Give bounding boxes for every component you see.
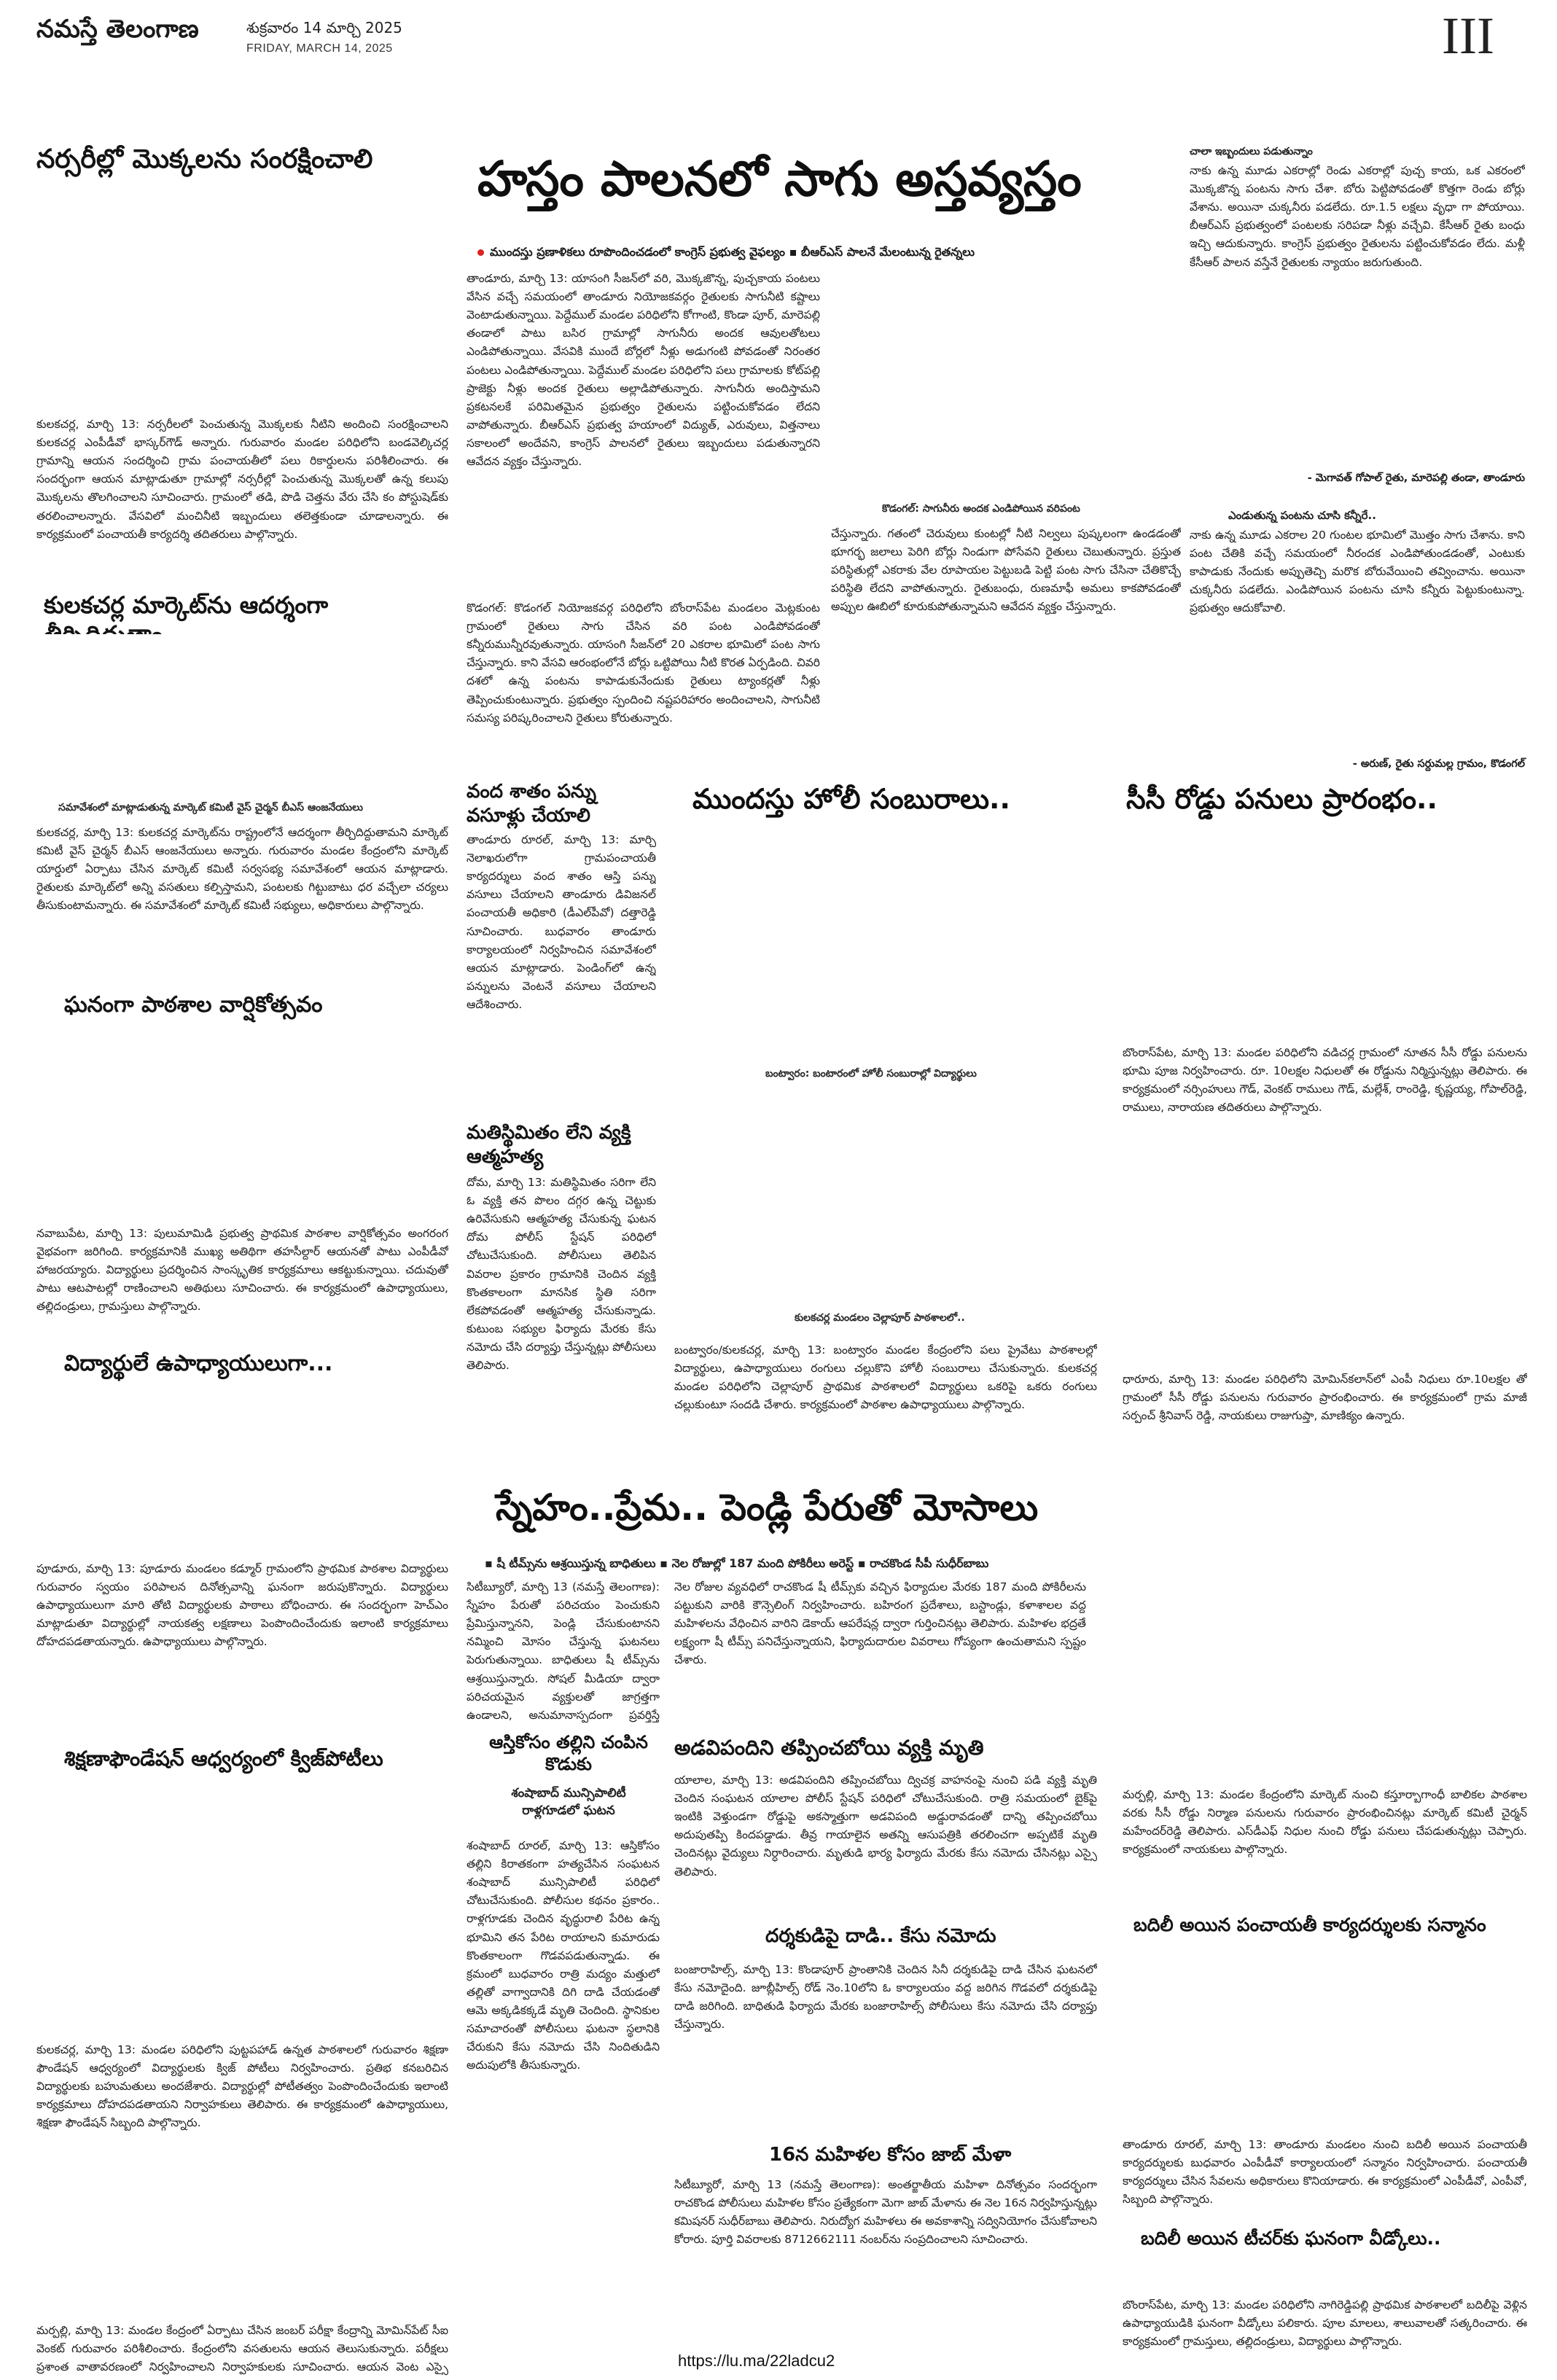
exam-centre-photo bbox=[36, 2198, 448, 2322]
lead-col1: తాండూరు, మార్చి 13: యాసంగి సీజన్‌లో వరి, మొక్కజొన్న, పుచ్చకాయ పంటలు వేసిన వచ్చే సమయంలో తాండూరు నియోజకవర్గం రైతులకు సాగునీటి కష్టాలు వెంటాడుతున్నాయి. పెద్దేముల్ మండల పరిధిలోని కోగాంటి, కొండా పూర్, మారెపల్లి తండాలో పాటు బసిర గ్రామాల్లో సాగునీరు అందక ఆవులతోటలు ఎండిపోతున్నాయి. వేసవికి ముందే బోర్లలో నీళ్లు అడుగంటి పోవడంతో నిరంతర పంటలు ఎండిపోతున్నాయి. పెద్దేముల్ మండల పరిధిలోని పలు గ్రామాలకు కోట్‌పల్లి ప్రాజెక్టు నీళ్లు అందక రైతులు అల్లాడిపోతున్నారు. సాగునీరు అందిస్తామని ప్రకటనలకే పరిమితమైన ప్రభుత్వం రైతులను పట్టించుకోవడం లేదని వాపోతున్నారు. బీఆర్ఎస్ ప్రభుత్వ హయాంలో విద్యుత్, ఎరువులు, విత్తనాలు సకాలంలో అందేవని, కాంగ్రెస్ పాలనలో రైతులు ఇబ్బందులు పడుతున్నారని ఆవేదన వ్యక్తం చేస్తున్నారు. bbox=[467, 272, 820, 469]
lead-photo-caption: కొడంగల్: సాగునీరు అందక ఎండిపోయిన వరిపంట bbox=[882, 503, 1080, 515]
farmer-quote2-byline: - అరుణ్, రైతు సర్దుమల్ల గ్రామం, కొడంగల్ bbox=[1352, 758, 1525, 770]
director-attack-body: బంజారాహిల్స్, మార్చి 13: కొండాపూర్ ప్రాంతానికి చెందిన సినీ దర్శకుడిపై దాడి చేసిన ఘటనలో కేసు నమోదైంది. జూబ్లీహిల్స్ రోడ్ నెం.10లోని ఓ కార్యాలయం వద్ద జరిగిన గొడవలో దర్శకుడిపై దాడి జరిగింది. బాధితుడి ఫిర్యాదు మేరకు బంజారాహిల్స్ పోలీసులు కేసు నమోదు చేసి దర్యాప్తు చేస్తున్నారు. bbox=[674, 1963, 1097, 2032]
wildboar-body: యాలాల, మార్చి 13: అడవిపందిని తప్పించబోయి ద్విచక్ర వాహనంపై నుంచి పడి వ్యక్తి మృతి చెందిన సంఘటన యాలాల పోలీస్ స్టేషన్ పరిధిలో చోటుచేసుకుంది. రాత్రి సమయంలో బైక్‌పై ఇంటికి వెళ్తుండగా రోడ్డుపై అకస్మాత్తుగా అడవిపంది అడ్డురావడంతో దాన్ని తప్పించబోయి అదుపుతప్పి కిందపడ్డాడు. తీవ్ర గాయాలైన అతన్ని ఆసుపత్రికి తరలించగా అప్పటికే మృతి చెందినట్లు వైద్యులు నిర్ధారించారు. మృతుడి భార్య ఫిర్యాదు మేరకు కేసు నమోదు చేసినట్లు ఎస్సై తెలిపారు. bbox=[674, 1774, 1097, 1878]
secretaries-body: తాండూరు రూరల్, మార్చి 13: తాండూరు మండలం నుంచి బదిలీ అయిన పంచాయతీ కార్యదర్శులకు బుధవారం ఎంపీడీవో కార్యాలయంలో సన్మానం నిర్వహించారు. పంచాయతీ కార్యదర్శులు చేసిన సేవలను అధికారులు కొనియాడారు. ఈ కార్యక్రమంలో ఎంపీడీవో, ఎంపీవో, సిబ్బంది పాల్గొన్నారు. bbox=[1123, 2138, 1527, 2207]
quiz-body: కులకచర్ల, మార్చి 13: మండల పరిధిలోని పుట్టపహాడ్ ఉన్నత పాఠశాలలో గురువారం శిక్షణా ఫౌండేషన్ ఆధ్వర్యంలో విద్యార్థులకు క్విజ్ పోటీలు నిర్వహించారు. ప్రతిభ కనబరిచిన విద్యార్థులకు బహుమతులు అందజేశారు. విద్యార్థుల్లో పోటీతత్వం పెంపొందించేందుకు ఇలాంటి కార్యక్రమాలు దోహదపడతాయని నిర్వాహకులు తెలిపారు. ఈ కార్యక్రమంలో ఉపాధ్యాయులు, శిక్షణా ఫౌండేషన్ సిబ్బంది పాల్గొన్నారు. bbox=[36, 2043, 448, 2130]
lead-headline: హస్తం పాలనలో సాగు అస్తవ్యస్తం bbox=[477, 151, 1082, 207]
tax-body: తాండూరు రూరల్, మార్చి 13: మార్చి నెలాఖరులోగా గ్రామపంచాయతీ కార్యదర్శులు వంద శాతం ఆస్తి పన్ను వసూలు చేయాలని తాండూరు డివిజనల్ పంచాయతీ అధికారి (డీఎల్‌పీవో) దత్తారెడ్డి సూచించారు. బుధవారం తాండూరు కార్యాలయంలో నిర్వహించిన సమావేశంలో ఆయన మాట్లాడారు. పెండింగ్‌లో ఉన్న పన్నులను వెంటనే వసూలు చేయాలని ఆదేశించారు. bbox=[467, 833, 656, 1011]
masthead-name: నమస్తే తెలంగాణ bbox=[36, 15, 199, 44]
page-number: III bbox=[1442, 7, 1494, 65]
matricide-headline: ఆస్తికోసం తల్లిని చంపిన కొడుకు bbox=[489, 1732, 648, 1774]
holi-photo-2 bbox=[674, 1086, 1097, 1305]
school-anniversary-body: నవాబుపేట, మార్చి 13: పులుమామిడి ప్రభుత్వ ప్రాథమిక పాఠశాల వార్షికోత్సవం అంగరంగ వైభవంగా జరిగింది. కార్యక్రమానికి ముఖ్య అతిథిగా తహసీల్దార్ ఆయనతో పాటు ఎంపీడీవో హాజరయ్యారు. విద్యార్థులు ప్రదర్శించిన సాంస్కృతిక కార్యక్రమాలు ఆకట్టుకున్నాయి. చదువుతో పాటు ఆటపాటల్లో రాణించాలని అతిథులు సూచించారు. ఈ కార్యక్రమంలో ఉపాధ్యాయులు, తల్లిదండ్రులు, గ్రామస్తులు పాల్గొన్నారు. bbox=[36, 1227, 448, 1314]
market-photo bbox=[36, 634, 448, 798]
self-governance-body: పూడూరు, మార్చి 13: పూడూరు మండలం కడ్మూర్ గ్రామంలోని ప్రాథమిక పాఠశాల విద్యార్థులు గురువారం స్వయం పరిపాలన దినోత్సవాన్ని ఘనంగా జరుపుకొన్నారు. విద్యార్థులు ఉపాధ్యాయులుగా మారి తోటి విద్యార్థులకు పాఠాలు బోధించారు. ఈ సందర్భంగా హెచ్ఎం మాట్లాడుతూ విద్యార్థుల్లో నాయకత్వ లక్షణాలు పెంపొందించేందుకు ఇలాంటి కార్యక్రమాలు దోహదపడతాయన్నారు. ఉపాధ్యాయులు పాల్గొన్నారు. bbox=[36, 1562, 448, 1649]
nursery-body: కులకచర్ల, మార్చి 13: నర్సరీలలో పెంచుతున్న మొక్కలకు నీటిని అందించి సంరక్షించాలని కులకచర్ల ఎంపీడీవో భాస్కర్‌గౌడ్ అన్నారు. గురువారం మండల పరిధిలోని బండవెల్కిచర్ల గ్రామాన్ని ఆయన సందర్శించి గ్రామ పంచాయతీలో పలు రికార్డులను పరిశీలించారు. ఈ సందర్భంగా ఆయన మాట్లాడుతూ గ్రామాల్లో నర్సరీల్లో పెంచుతున్న మొక్కలతో ఉన్న కలుపు మొక్కలను తొలగించాలని సూచించారు. గ్రామంలో తడి, పొడి చెత్తను వేరు చేసి కం పోస్టుషెడ్‌కు తరలించాలన్నారు. వేసవిలో మంచినీటి ఇబ్బందులు తలెత్తకుండా చూడాలన్నారు. ఈ కార్యక్రమంలో పంచాయతీ కార్యదర్శి తదితరులు పాల్గొన్నారు. bbox=[36, 418, 448, 541]
cc-road-photo-2 bbox=[1123, 1152, 1527, 1367]
quiz-photo bbox=[36, 1790, 448, 2037]
sneham-headline: స్నేహం..ప్రేమ.. పెండ్లి పేరుతో మోసాలు bbox=[496, 1486, 1039, 1529]
marpalli-road-photo bbox=[1123, 1578, 1527, 1782]
school-anniversary-photo bbox=[36, 1035, 448, 1221]
holi-photo-1-caption: బంట్వారం: బంటారంలో హోలీ సంబురాల్లో విద్యార్థులు bbox=[765, 1068, 977, 1080]
job-mela-body: సిటీబ్యూరో, మార్చి 13 (నమస్తే తెలంగాణ): అంతర్జాతీయ మహిళా దినోత్సవం సందర్భంగా రాచకొండ పోలీసులు మహిళల కోసం ప్రత్యేకంగా మెగా జాబ్ మేళాను ఈ నెల 16న నిర్వహిస్తున్నట్లు కమిషనర్ సుధీర్‌బాబు తెలిపారు. నిరుద్యోగ మహిళలు ఈ అవకాశాన్ని సద్వినియోగం చేసుకోవాలని కోరారు. పూర్తి వివరాలకు 8712662111 నంబర్‌ను సంప్రదించాలని సూచించారు. bbox=[674, 2178, 1097, 2247]
nursery-headline: నర్సరీల్లో మొక్కలను సంరక్షించాలి bbox=[36, 144, 373, 174]
sneham-bullets: ▪ షీ టీమ్స్‌ను ఆశ్రయిస్తున్న బాధితులు ▪ నెల రోజుల్లో 187 మంది పోకిరీలు అరెస్ట్ ▪ రాచకొండ సీపీ సుధీర్‌బాబు bbox=[485, 1556, 989, 1570]
matricide-body: శంషాబాద్ రూరల్, మార్చి 13: ఆస్తికోసం తల్లిని కిరాతకంగా హత్యచేసిన సంఘటన శంషాబాద్ మున్సిపాలిటీ పరిధిలో చోటుచేసుకుంది. పోలీసుల కథనం ప్రకారం.. రాళ్లగూడకు చెందిన వృద్ధురాలి పేరిట ఉన్న భూమిని తన పేరిట రాయాలని కుమారుడు కొంతకాలంగా గొడవపడుతున్నాడు. ఈ క్రమంలో బుధవారం రాత్రి మద్యం మత్తులో తల్లితో వాగ్వాదానికి దిగి దాడి చేయడంతో ఆమె అక్కడికక్కడే మృతి చెందింది. స్థానికుల సమాచారంతో పోలీసులు ఘటనా స్థలానికి చేరుకుని కేసు నమోదు చేసి నిందితుడిని అదుపులోకి తీసుకున్నారు. bbox=[467, 1839, 660, 2072]
tax-headline: వంద శాతం పన్ను వసూళ్లు చేయాలి bbox=[467, 781, 597, 827]
market-photo-caption: సమావేశంలో మాట్లాడుతున్న మార్కెట్ కమిటీ వైస్ చైర్మన్ బీఎస్ ఆంజనేయులు bbox=[58, 802, 363, 814]
farmer-quote2-kicker: ఎండుతున్న పంటను చూసి కన్నీరే.. bbox=[1228, 509, 1376, 522]
teacher-farewell-body: బొంరాస్‌పేట, మార్చి 13: మండల పరిధిలోని నాగిరెడ్డిపల్లి ప్రాథమిక పాఠశాలలో బదిలీపై వెళ్లిన ఉపాధ్యాయుడికి ఘనంగా వీడ్కోలు పలికారు. పూల మాలలు, శాలువాలతో సత్కరించారు. ఈ కార్యక్రమంలో గ్రామస్తులు, తల్లిదండ్రులు, విద్యార్థులు పాల్గొన్నారు. bbox=[1123, 2298, 1527, 2349]
school-anniversary-headline: ఘనంగా పాఠశాల వార్షికోత్సవం bbox=[64, 992, 323, 1018]
director-attack-headline: దర్శకుడిపై దాడి.. కేసు నమోదు bbox=[765, 1925, 996, 1947]
lead-col2-b: చేస్తున్నారు. గతంలో చెరువులు కుంటల్లో నీటి నిల్వలు పుష్కలంగా ఉండడంతో భూగర్భ జలాలు పెరిగి బోర్లు నిండుగా పోసేవని రైతులు చెబుతున్నారు. ప్రస్తుత పరిస్థితుల్లో ఎకరాకు వేల రూపాయల పెట్టుబడి పెట్టి పంట సాగు చేసినా చేతికొచ్చే పరిస్థితి లేదని వాపోతున్నారు. రైతుబంధు, రుణమాఫీ అమలు కాకపోవడంతో అప్పుల ఊబిలో కూరుకుపోతున్నామని ఆవేదన వ్యక్తం చేస్తున్నారు. bbox=[831, 527, 1181, 614]
cc-road-photo-1 bbox=[1123, 827, 1527, 1042]
masthead-date-en: FRIDAY, MARCH 14, 2025 bbox=[246, 42, 393, 55]
marpalli-road-body: మర్పల్లి, మార్చి 13: మండల కేంద్రంలోని మార్కెట్ నుంచి కస్తూర్బాగాంధీ బాలికల పాఠశాల వరకు సీసీ రోడ్డు నిర్మాణ పనులను గురువారం ప్రారంభించినట్లు మార్కెట్ కమిటీ చైర్మన్ మహేందర్‌రెడ్డి తెలిపారు. ఎస్‌డీఎఫ్ నిధుల నుంచి రోడ్డు పనులు చేపడుతున్నట్లు చెప్పారు. కార్యక్రమంలో నాయకులు పాల్గొన్నారు. bbox=[1123, 1788, 1527, 1857]
secretaries-felicitation-headline: బదిలీ అయిన పంచాయతీ కార్యదర్శులకు సన్మానం bbox=[1133, 1914, 1486, 1935]
market-headline: కులకచర్ల మార్కెట్‌ను ఆదర్శంగా bbox=[44, 591, 329, 619]
sneham-body-1: సిటీబ్యూరో, మార్చి 13 (నమస్తే తెలంగాణ): స్నేహం పేరుతో పరిచయం పెంచుకుని ప్రేమిస్తున్నానని, పెండ్లి చేసుకుంటానని నమ్మించి మోసం చేస్తున్న ఘటనలు పెరుగుతున్నాయి. బాధితులు షీ టీమ్స్‌ను ఆశ్రయిస్తున్నారు. సోషల్ మీడియా ద్వారా పరిచయమైన వ్యక్తులతో జాగ్రత్తగా ఉండాలని, అనుమానాస్పదంగా ప్రవర్తిస్తే bbox=[467, 1580, 660, 1722]
masthead-date-te: శుక్రవారం 14 మార్చి 2025 bbox=[246, 19, 402, 36]
nursery-photo bbox=[36, 191, 448, 410]
job-mela-headline: 16న మహిళల కోసం జాబ్ మేళా bbox=[769, 2144, 1012, 2166]
farmer-quote2-body: నాకు ఉన్న మూడు ఎకరాల 20 గుంటల భూమిలో మొత్తం సాగు చేశాను. కాని పంట చేతికి వచ్చే సమయంలో నీరందక ఎండిపోతుండడంతో, ఎంటుకు కాపాడుకు నేందుకు అప్పుతెచ్చి మరొక బోరువేయించి తవ్వించాను. అయినా చుక్కనీరు పడలేదు. ఎండిపోయిన పంటను చూసి కన్నీరు పెట్టుకుంటున్నా. ప్రభుత్వం ఆదుకోవాలి. bbox=[1190, 528, 1525, 615]
students-teachers-headline: విద్యార్థులే ఉపాధ్యాయులుగా... bbox=[64, 1351, 333, 1376]
cc-road-body-2: ధారూరు, మార్చి 13: మండల పరిధిలోని మోమిన్‌కలాన్‌లో ఎంపీ నిధులు రూ.10లక్షల తో గ్రామంలో సీసీ రోడ్డు పనులను గురువారం ప్రారంభించారు. ఈ కార్యక్రమంలో గ్రామ మాజీ సర్పంచ్ శ్రీనివాస్ రెడ్డి, నాయకులు రాజుగుప్తా, మాణిక్యం ఉన్నారు. bbox=[1123, 1373, 1527, 1423]
sneham-body-2: నెల రోజుల వ్యవధిలో రాచకొండ షీ టీమ్స్‌కు వచ్చిన ఫిర్యాదుల మేరకు 187 మంది పోకిరీలను పట్టుకుని వారికి కౌన్సెలింగ్ నిర్వహించారు. బహిరంగ ప్రదేశాలు, బస్టాండ్లు, కళాశాలల వద్ద మహిళలను వేధించిన వారిని డెకాయ్ ఆపరేషన్ల ద్వారా గుర్తించినట్లు తెలిపారు. మహిళల భద్రతే లక్ష్యంగా షీ టీమ్స్ పనిచేస్తున్నాయని, ఫిర్యాదుదారుల వివరాలు గోప్యంగా ఉంచుతామని స్పష్టం చేశారు. bbox=[674, 1580, 1086, 1667]
secretaries-photo bbox=[1123, 1954, 1527, 2129]
farmer-quote-byline: - మెగావత్ గోపాల్ రైతు, మారెపల్లి తండా, తాండూరు bbox=[1307, 472, 1525, 484]
lead-col2: కొడంగల్: కొడంగల్ నియోజకవర్గ పరిధిలోని బోంరాస్‌పేట మండలం మెట్లకుంట గ్రామంలో రైతులు సాగు చేసిన వరి పంట ఎండిపోవడంతో కన్నీరుమున్నీరవుతున్నారు. యాసంగి సీజన్‌లో 20 ఎకరాల భూమిలో పంట సాగు చేస్తున్నారు. కాని వేసవి ఆరంభంలోనే బోర్లు ఒట్టిపోయి నీటి కొరత ఏర్పడింది. చివరి దశలో ఉన్న పంటను కాపాడుకునేందుకు రైతులు ట్యాంకర్లతో నీళ్లు తెప్పించుకుంటున్నారు. ప్రభుత్వం స్పందించి నష్టపరిహారం అందించాలని, సాగునీటి సమస్య పరిష్కరించాలని రైతులు కోరుతున్నారు. bbox=[467, 601, 820, 725]
lead-photo bbox=[831, 270, 1181, 499]
holi-photo-1 bbox=[674, 827, 1097, 1064]
job-mela-url: https://lu.ma/22ladcu2 bbox=[678, 2352, 835, 2370]
cc-road-body-1: బొంరాస్‌పేట, మార్చి 13: మండల పరిధిలోని వడిచర్ల గ్రామంలో నూతన సీసీ రోడ్డు పనులను భూమి పూజ నిర్వహించారు. రూ. 10లక్షల నిధులతో ఈ రోడ్డును నిర్మిస్తున్నట్లు తెలిపారు. ఈ కార్యక్రమంలో నర్సింహులు గౌడ్, వెంకట్ రాములు గౌడ్, మల్లేశ్, రాంరెడ్డి, కృష్ణయ్య, గోపాల్‌రెడ్డి, రాములు, నారాయణ తదితరులు పాల్గొన్నారు. bbox=[1123, 1046, 1527, 1115]
holi-photo-2-caption: కులకచర్ల మండలం చెల్లాపూర్ పాఠశాలలో.. bbox=[795, 1312, 965, 1324]
exam-centre-body: మర్పల్లి, మార్చి 13: మండల కేంద్రంలో ఏర్పాటు చేసిన జంబర్ పరీక్షా కేంద్రాన్ని మోమిన్‌పేట్ సీఐ వెంకట్ గురువారం పరిశీలించారు. కేంద్రంలోని వసతులను ఆయన తెలుసుకున్నారు. పరీక్షలు ప్రశాంత వాతావరణంలో నిర్వహించాలని నిర్వాహకులకు సూచించారు. ఆయన వెంట ఎస్సై bbox=[36, 2324, 448, 2374]
matricide-subhead: శంషాబాద్ మున్సిపాలిటీ రాళ్లగూడలో ఘటన bbox=[511, 1786, 626, 1818]
teacher-farewell-headline: బదిలీ అయిన టీచర్‌కు ఘనంగా వీడ్కోలు.. bbox=[1141, 2228, 1441, 2249]
suicide-body: దోమ, మార్చి 13: మతిస్థిమితం సరిగా లేని ఓ వ్యక్తి తన పొలం దగ్గర ఉన్న చెట్టుకు ఉరివేసుకుని ఆత్మహత్య చేసుకున్న ఘటన దోమ పోలీస్‌ స్టేషన్ పరిధిలో చోటుచేసుకుంది. పోలీసులు తెలిపిన వివరాల ప్రకారం గ్రామానికి చెందిన వ్యక్తి కొంతకాలంగా మానసిక స్థితి సరిగా లేకపోవడంతో ఆత్మహత్య చేసుకున్నాడు. కుటుంబ సభ్యుల ఫిర్యాదు మేరకు కేసు నమోదు చేసి దర్యాప్తు చేస్తున్నట్లు పోలీసులు తెలిపారు. bbox=[467, 1176, 656, 1373]
farmer-quote-kicker: చాలా ఇబ్బందులు పడుతున్నాం bbox=[1190, 146, 1313, 157]
bullet-icon bbox=[477, 249, 484, 256]
holi-body: బంట్వారం/కులకచర్ల, మార్చి 13: బంట్వారం మండల కేంద్రంలోని పలు ప్రైవేటు పాఠశాలల్లో విద్యార్థులు, ఉపాధ్యాయులు రంగులు చల్లుకొని హోలీ సంబురాలు చేసుకున్నారు. కులకచర్ల మండల పరిధిలోని చెల్లాపూర్ ప్రాథమిక పాఠశాలలో విద్యార్థులు ఒకరిపై ఒకరు రంగులు చల్లుకుంటూ సందడి చేశారు. కార్యక్రమంలో పాఠశాల ఉపాధ్యాయులు పాల్గొన్నారు. bbox=[674, 1343, 1097, 1412]
holi-headline: ముందస్తు హోలీ సంబురాలు.. bbox=[692, 783, 1010, 815]
farmer-quote-body: నాకు ఉన్న మూడు ఎకరాల్లో రెండు ఎకరాల్లో పుచ్చ కాయ, ఒక ఎకరంలో మొక్కజొన్న పంటను సాగు చేశా. బోరు పెట్టిపోవడంతో కొత్తగా రెండు బోర్లు వేశాను. అయినా చుక్కనీరు పడలేదు. రూ.1.5 లక్షలు వృధా గా పోయాయి. బీఆర్ఎస్ ప్రభుత్వంలో పంటలకు సరిపడా నీళ్లు వచ్చేవి. కేసీఆర్ రైతు బంధు ఇచ్చి ఆదుకున్నారు. కాంగ్రెస్ ప్రభుత్వం రైతులను పట్టించుకోవడం లేదు. మళ్లీ కేసీఆర్ పాలన వస్తేనే రైతులకు న్యాయం జరుగుతుంది. bbox=[1190, 164, 1525, 269]
wildboar-headline: అడవిపందిని తప్పించబోయి వ్యక్తి మృతి bbox=[674, 1736, 984, 1760]
cc-road-headline: సీసీ రోడ్డు పనులు ప్రారంభం.. bbox=[1126, 783, 1437, 815]
lead-subhead-text: ముందస్తు ప్రణాళికలు రూపొందించడంలో కాంగ్రెస్ ప్రభుత్వ వైఫల్యం ▪ బీఆర్ఎస్ పాలనే మేలంటున్న రైతన్నలు bbox=[490, 245, 975, 259]
lead-subhead bbox=[477, 245, 1192, 262]
market-body: కులకచర్ల, మార్చి 13: కులకచర్ల మార్కెట్‌ను రాష్ట్రంలోనే ఆదర్శంగా తీర్చిదిద్దుతామని మార్కెట్ కమిటీ వైస్ చైర్మన్ బీఎస్ ఆంజనేయులు అన్నారు. గురువారం మండల కేంద్రంలోని మార్కెట్ యార్డులో ఏర్పాటు చేసిన మార్కెట్ కమిటీ సర్వసభ్య సమావేశంలో ఆయన మాట్లాడారు. రైతులకు మార్కెట్‌లో అన్ని వసతులు కల్పిస్తామని, పంటలకు గిట్టుబాటు ధర వచ్చేలా చర్యలు తీసుకుంటామన్నారు. ఈ సమావేశంలో మార్కెట్ కమిటీ సభ్యులు, అధికారులు పాల్గొన్నారు. bbox=[36, 826, 448, 913]
quiz-headline: శిక్షణాఫౌండేషన్ ఆధ్వర్యంలో క్విజ్‌పోటీలు bbox=[64, 1747, 383, 1771]
suicide-headline: మతిస్థిమితం లేని వ్యక్తి ఆత్మహత్య bbox=[467, 1122, 631, 1168]
